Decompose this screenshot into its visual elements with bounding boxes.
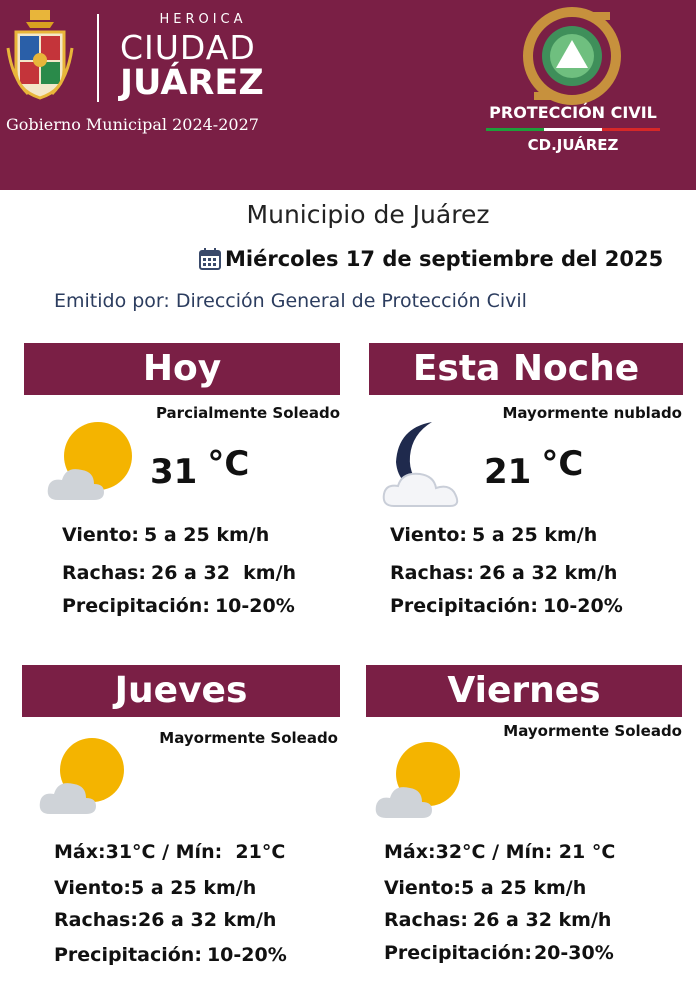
calendar-icon xyxy=(198,247,222,271)
proteccion-civil-city-label: CD.JUÁREZ xyxy=(527,136,619,154)
hoy-viento-row xyxy=(62,523,269,547)
issued-by-line: Emitido por: Dirección General de Protección Civil xyxy=(54,290,527,312)
header-banner xyxy=(0,0,696,190)
jueves-rachas-label: Rachas: xyxy=(54,909,138,931)
noche-precip-value: 10-20% xyxy=(542,595,623,617)
viernes-max-min-row xyxy=(384,840,615,864)
noche-temp-unit: °C xyxy=(541,444,584,484)
viernes-precip-value: 20-30% xyxy=(533,942,614,964)
noche-rachas-label: Rachas: xyxy=(390,562,474,584)
hoy-rachas-row xyxy=(62,561,296,585)
jueves-viento-value: 5 a 25 km/h xyxy=(131,877,257,899)
noche-precip-row xyxy=(390,594,623,618)
viernes-viento-value: 5 a 25 km/h xyxy=(461,877,587,899)
hoy-temp-value: 31 xyxy=(150,452,198,492)
hoy-banner: Hoy xyxy=(24,343,340,395)
viernes-viento-label: Viento: xyxy=(384,877,462,899)
noche-rachas-value: 26 a 32 km/h xyxy=(478,562,618,584)
viernes-banner: Viernes xyxy=(366,665,682,717)
municipio-title: Municipio de Juárez xyxy=(246,200,490,229)
mostly-sunny-icon xyxy=(372,738,468,822)
hoy-condition: Parcialmente Soleado xyxy=(155,404,340,422)
hoy-precip-row xyxy=(62,594,295,618)
heroica-label: HEROICA xyxy=(159,12,247,27)
viernes-condition: Mayormente Soleado xyxy=(503,722,682,740)
proteccion-civil-underline xyxy=(486,128,660,131)
gobierno-municipal-label: Gobierno Municipal 2024-2027 xyxy=(6,115,259,134)
jueves-max-min-row xyxy=(54,840,285,864)
mostly-sunny-icon xyxy=(36,734,132,818)
noche-viento-label: Viento: xyxy=(390,524,468,546)
viernes-precip-row xyxy=(384,941,614,965)
jueves-viento-row xyxy=(54,876,256,900)
noche-banner: Esta Noche xyxy=(369,343,683,395)
hoy-temperature xyxy=(150,444,250,492)
jueves-precip-label: Precipitación: xyxy=(54,944,202,966)
viernes-max-label: Máx: xyxy=(384,841,436,863)
noche-temp-value: 21 xyxy=(484,452,532,492)
juarez-label: JUÁREZ xyxy=(120,63,264,103)
header-divider xyxy=(97,14,99,102)
viernes-rachas-value: 26 a 32 km/h xyxy=(472,909,612,931)
noche-condition: Mayormente nublado xyxy=(502,404,682,422)
jueves-banner: Jueves xyxy=(22,665,340,717)
noche-viento-row xyxy=(390,523,597,547)
hoy-viento-value: 5 a 25 km/h xyxy=(144,524,270,546)
date-text: Miércoles 17 de septiembre del 2025 xyxy=(225,247,664,271)
hoy-precip-label: Precipitación: xyxy=(62,595,210,617)
date-line xyxy=(198,247,663,271)
cloudy-night-icon xyxy=(382,418,472,510)
hoy-temp-unit: °C xyxy=(207,444,250,484)
ciudad-label: CIUDAD xyxy=(120,28,256,67)
jueves-precip-value: 10-20% xyxy=(206,944,287,966)
hoy-precip-value: 10-20% xyxy=(214,595,295,617)
viernes-viento-row xyxy=(384,876,586,900)
hoy-rachas-value: 26 a 32 km/h xyxy=(150,562,297,584)
partly-sunny-icon xyxy=(44,418,136,504)
viernes-precip-label: Precipitación: xyxy=(384,942,532,964)
jueves-precip-row xyxy=(54,943,287,967)
viernes-rachas-row xyxy=(384,908,611,932)
noche-temperature xyxy=(484,444,584,492)
proteccion-civil-label: PROTECCIÓN CIVIL xyxy=(489,103,657,122)
viernes-rachas-label: Rachas: xyxy=(384,909,468,931)
proteccion-civil-logo xyxy=(520,6,624,106)
jueves-max-label: Máx: xyxy=(54,841,106,863)
jueves-condition: Mayormente Soleado xyxy=(159,729,338,747)
noche-precip-label: Precipitación: xyxy=(390,595,538,617)
jueves-viento-label: Viento: xyxy=(54,877,132,899)
noche-rachas-row xyxy=(390,561,617,585)
jueves-max-min-value: 31°C / Mín: 21°C xyxy=(105,841,286,863)
hoy-rachas-label: Rachas: xyxy=(62,562,146,584)
noche-viento-value: 5 a 25 km/h xyxy=(472,524,598,546)
hoy-viento-label: Viento: xyxy=(62,524,140,546)
city-crest-logo xyxy=(6,8,74,104)
jueves-rachas-value: 26 a 32 km/h xyxy=(137,909,277,931)
jueves-rachas-row xyxy=(54,908,276,932)
viernes-max-min-value: 32°C / Mín: 21 °C xyxy=(435,841,616,863)
